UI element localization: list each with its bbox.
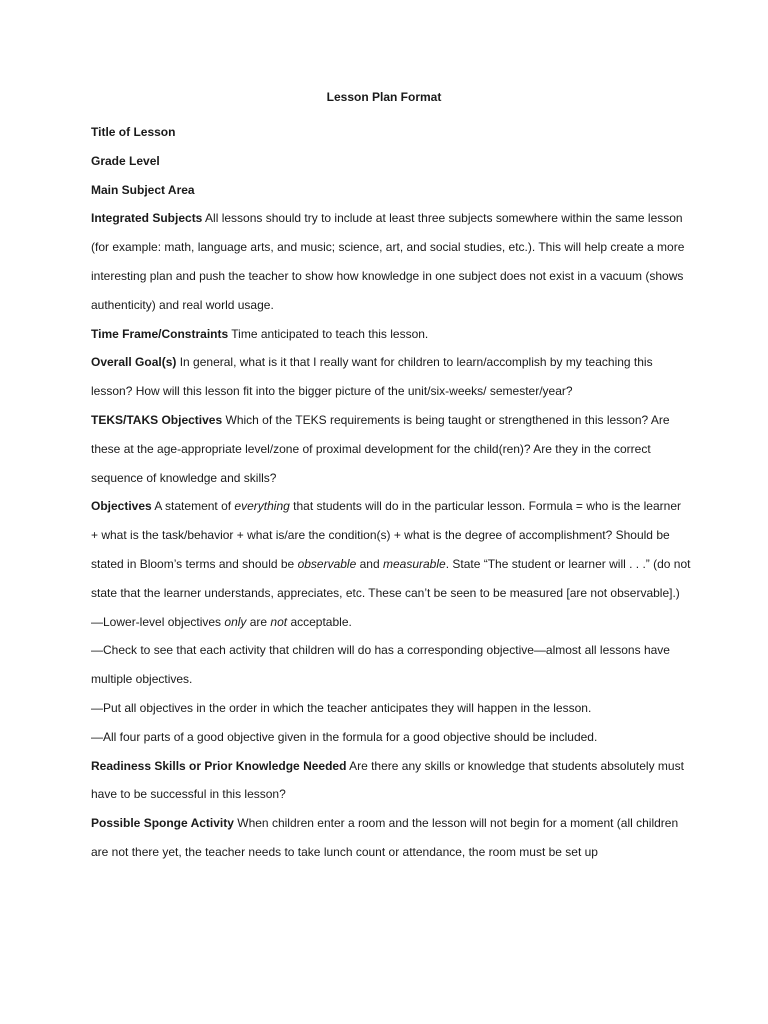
section-label: Possible Sponge Activity [91, 816, 234, 831]
section-text: Time anticipated to teach this lesson. [228, 326, 429, 341]
section-text: Are there any skills or knowledge that students absolutely must have to be successful in this lesson? [91, 758, 684, 802]
heading-label: Title of Lesson [91, 125, 176, 139]
section-label: TEKS/TAKS Objectives [91, 412, 223, 427]
section-text: A statement of [151, 499, 235, 514]
bullet-four-parts: —All four parts of a good objective given in the formula for a good objective should be included. [91, 729, 598, 744]
section-label: Readiness Skills or Prior Knowledge Needed [91, 758, 347, 773]
heading-grade-level [91, 147, 691, 176]
heading-main-subject-area [91, 176, 691, 205]
section-text: . State “The student or learner will . . .” (do not state that the learner understands, appreciates, etc. These can’t be seen to be measured [are not observable].) [91, 556, 691, 600]
heading-label: Main Subject Area [91, 182, 195, 197]
emphasis-text: only [224, 614, 247, 629]
heading-title-of-lesson [91, 118, 691, 147]
page-title: Lesson Plan Format [326, 90, 442, 104]
document-body [91, 118, 691, 867]
paragraph-teks-objectives [91, 406, 691, 492]
section-label: Time Frame/Constraints [91, 326, 229, 341]
section-text: that students will do in the particular lesson. Formula = who is the learner + what is the task/behavior + what is/are the condition(s) + what is the degree of accomplishment? Should be stated in Bloom’s terms and should be [91, 499, 681, 571]
section-text: In general, what is it that I really want for children to learn/accomplish by my teaching this lesson? How will this lesson fit into the bigger picture of the unit/six-weeks/ semester/year? [91, 355, 653, 399]
section-label: Integrated Subjects [91, 211, 203, 226]
paragraph-readiness-skills [91, 752, 691, 810]
bullet-text: acceptable. [287, 614, 352, 629]
paragraph-overall-goals [91, 348, 691, 406]
section-label: Objectives [91, 499, 152, 514]
bullet-text: are [246, 614, 271, 629]
heading-label: Grade Level [91, 153, 160, 168]
bullet-lower-level [91, 608, 691, 637]
paragraph-integrated-subjects [91, 204, 691, 319]
emphasis-text: everything [234, 499, 290, 514]
bullet-text: —Lower-level objectives [91, 614, 225, 629]
section-label: Overall Goal(s) [91, 355, 177, 370]
emphasis-text: observable [297, 556, 357, 571]
paragraph-time-frame [91, 320, 691, 349]
emphasis-text: not [270, 614, 288, 629]
paragraph-sponge-activity [91, 809, 691, 867]
bullet-order-objectives: —Put all objectives in the order in which the teacher anticipates they will happen in the lesson. [91, 700, 592, 715]
section-text: and [356, 556, 383, 571]
section-text: Which of the TEKS requirements is being taught or strengthened in this lesson? Are these at the age-appropriate level/zone of proximal development for the child(ren)? Are they in the correct sequence of knowledge and skills? [91, 412, 670, 485]
section-text: All lessons should try to include at least three subjects somewhere within the same lesson (for example: math, language arts, and music; science, art, and social studies, etc.). This will help create a more interesting plan and push the teacher to show how knowledge in one subject does not exist in a vacuum (shows authenticity) and real world usage. [91, 211, 685, 312]
section-text: When children enter a room and the lesson will not begin for a moment (all children are not there yet, the teacher needs to take lunch count or attendance, the room must be set up [91, 816, 679, 859]
paragraph-objectives [91, 492, 691, 607]
bullet-check-activities: —Check to see that each activity that children will do has a corresponding objective—almost all lessons have multiple objectives. [91, 643, 670, 687]
emphasis-text: measurable [382, 556, 446, 571]
